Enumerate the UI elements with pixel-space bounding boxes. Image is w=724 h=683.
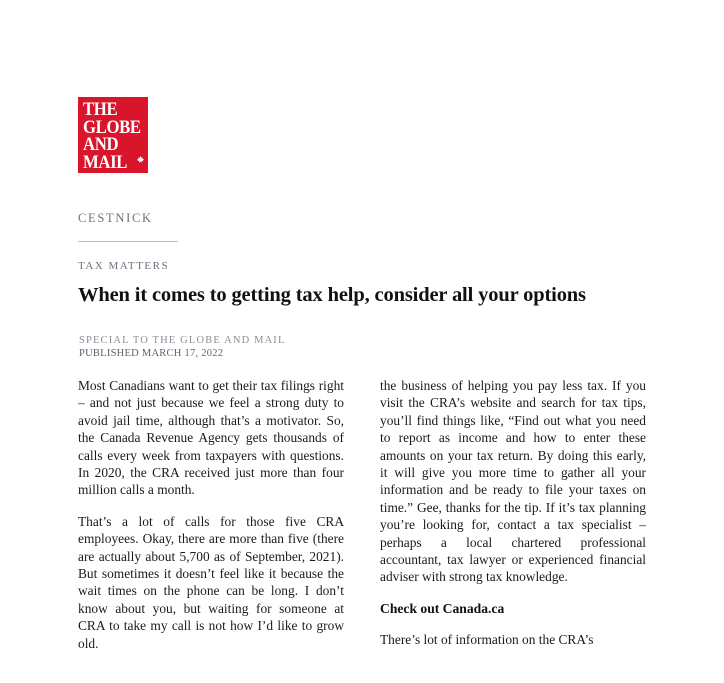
article-body	[78, 377, 646, 683]
logo-line-the: THE	[83, 99, 118, 120]
logo-line-mail: MAIL	[83, 152, 128, 173]
byline	[79, 334, 499, 360]
logo-line-and: AND	[83, 134, 119, 155]
globe-and-mail-logo[interactable]	[78, 97, 148, 173]
logo-line-mail-row	[83, 154, 145, 172]
body-paragraph: That’s a lot of calls for those five CRA employees. Okay, there are more than five (there are actually about 5,700 as of September, 2021). But sometimes it doesn’t feel like it because the wait times on the phone can be long. I don’t know about you, but waiting for someone at CRA to take my call is not how I’d like to grow old.	[78, 513, 344, 651]
body-paragraph: Most Canadians want to get their tax filings right – and not just because we feel a strong duty to avoid jail time, although that’s a motivator. So, the Canada Revenue Agency gets thousands of calls every week from taxpayers with questions. In 2020, the CRA received just more than four million calls a month.	[78, 378, 344, 498]
body-subheading: Check out Canada.ca	[380, 600, 505, 616]
body-column-right	[380, 377, 646, 683]
body-paragraph: the business of helping you pay less tax. If you visit the CRA’s website and search for tax tips, you’ll find things like, “Find out what you need to report as income and how to enter these amounts on your tax return. By doing this early, it will give you more time to gather all your information and be ready to file your taxes on time.” Gee, thanks for the tip. If it’s tax planning you’re looking for, contact a tax specialist – perhaps a local chartered professional accountant, tax lawyer or experienced financial adviser with strong tax knowledge.	[380, 378, 646, 585]
section-kicker[interactable]: TAX MATTERS	[78, 260, 170, 272]
header-divider-rule	[78, 241, 178, 242]
body-paragraph: There’s lot of information on the CRA’s	[380, 631, 594, 647]
logo-wordmark	[83, 99, 145, 173]
maple-leaf-icon	[135, 154, 146, 170]
page-title: When it comes to getting tax help, consider all your options	[78, 284, 586, 306]
body-column-left	[78, 377, 344, 683]
logo-line-globe: GLOBE	[83, 116, 141, 138]
byline-published-date: PUBLISHED MARCH 17, 2022	[79, 348, 224, 359]
columnist-name[interactable]: CESTNICK	[78, 211, 153, 225]
byline-credit: SPECIAL TO THE GLOBE AND MAIL	[79, 335, 286, 346]
